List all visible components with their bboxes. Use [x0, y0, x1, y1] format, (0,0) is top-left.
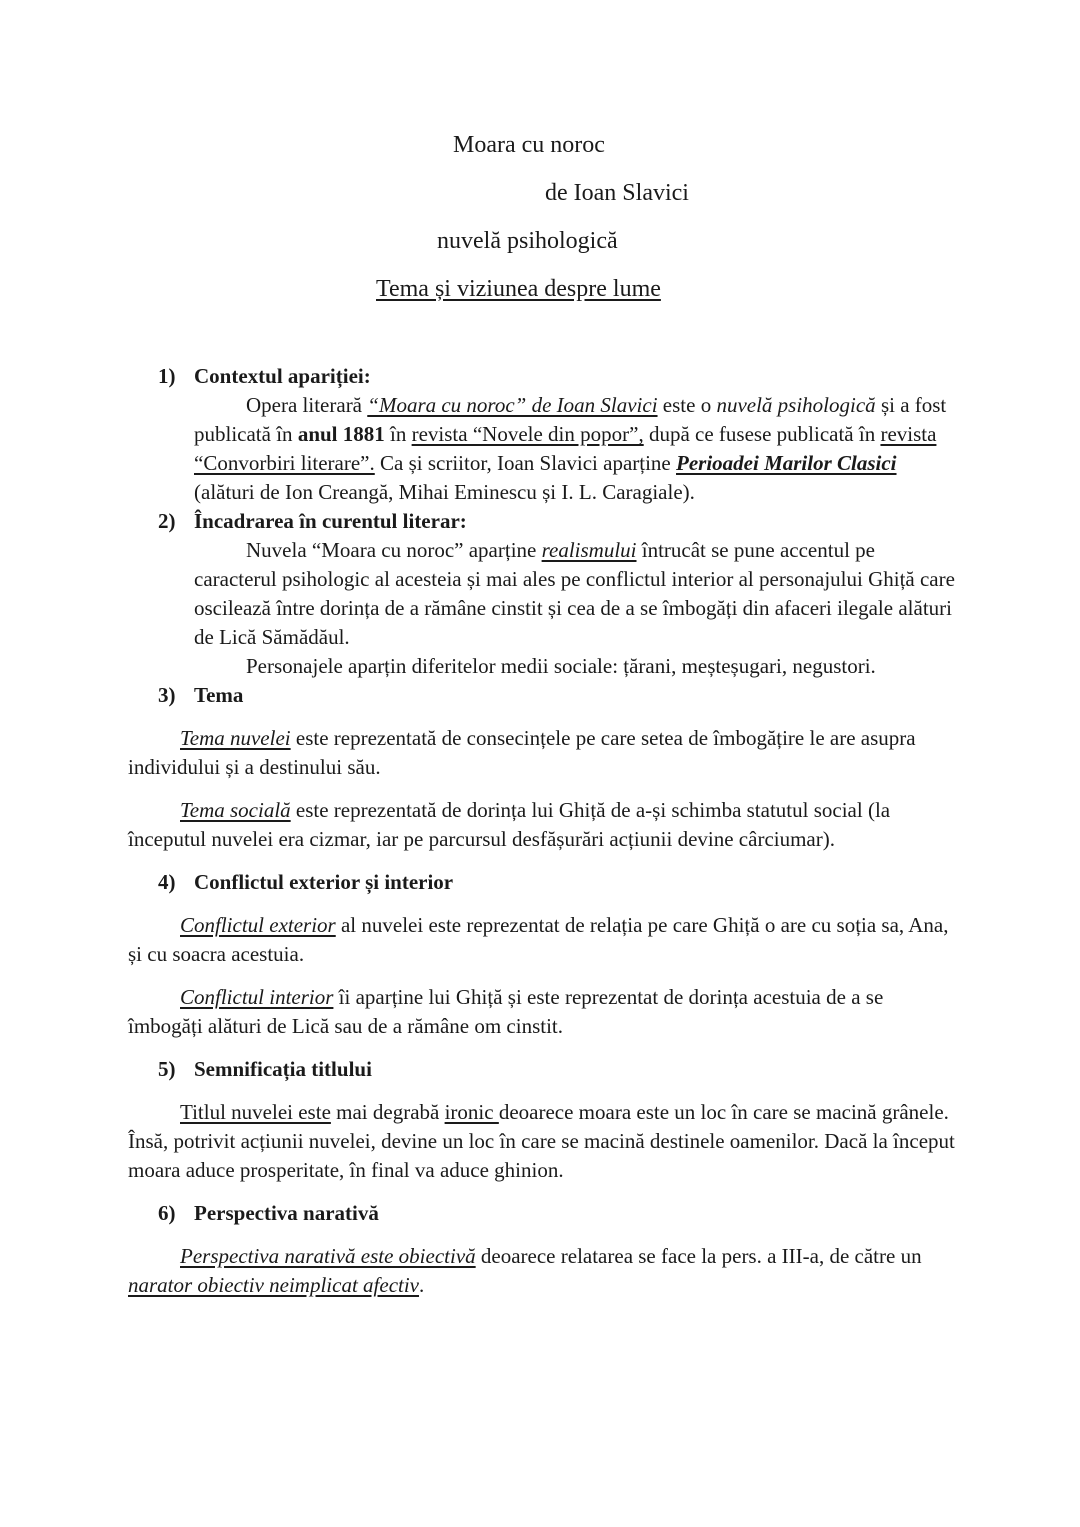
paragraph: Personajele aparțin diferitelor medii sociale: țărani, meșteșugari, negustori. — [246, 654, 876, 678]
text-underlined: revista “Novele din popor”, — [411, 422, 644, 446]
section-title: Tema — [194, 683, 244, 707]
text: . — [419, 1273, 425, 1297]
section-heading — [128, 1199, 958, 1228]
text-underlined: Conflictul interior — [180, 985, 334, 1009]
text: în — [384, 422, 412, 446]
section-number: 5) — [158, 1057, 176, 1081]
text: al nuvelei este reprezentat de relația pe care Ghiță o are cu soția sa, Ana, și cu soacra acestuia. — [128, 913, 949, 966]
paragraph — [128, 1242, 958, 1300]
section-literary-current — [128, 507, 958, 710]
text: după ce fusese publicată în — [643, 422, 881, 446]
paragraph — [128, 911, 958, 969]
section-heading — [158, 507, 958, 536]
section-title: Conflictul exterior și interior — [194, 870, 454, 894]
document-title: Moara cu noroc — [453, 132, 605, 158]
text-underlined: Tema socială — [180, 798, 291, 822]
text-emphasis: Perioadei Marilor Clasici — [676, 451, 897, 475]
text-underlined: Perspectiva narativă este obiectivă — [180, 1244, 476, 1268]
text-underlined: Conflictul exterior — [180, 913, 336, 937]
section-heading — [128, 1055, 958, 1084]
text: este reprezentată de dorința lui Ghiță de a-și schimba statutul social (la începutul nuvelei era cizmar, iar pe parcursul desfășurări acțiunii devine cârciumar). — [128, 798, 891, 851]
paragraph — [128, 796, 958, 854]
document-subtitle: Tema și viziunea despre lume — [376, 276, 661, 302]
section-heading — [158, 362, 958, 391]
section-heading — [128, 868, 958, 897]
section-heading — [158, 681, 958, 710]
section-title: Semnificația titlului — [194, 1057, 372, 1081]
text: deoarece relatarea se face la pers. a III-a, de către un — [475, 1244, 922, 1268]
section-number: 2) — [158, 509, 176, 533]
text-underlined: ironic — [444, 1100, 499, 1124]
text-underlined: “Moara cu noroc” de Ioan Slavici — [367, 393, 658, 417]
text: Opera literară — [246, 393, 368, 417]
text: îi aparține lui Ghiță și este reprezentat de dorința acestuia de a se îmbogăți alături de Lică sau de a rămâne om cinstit. — [128, 985, 884, 1038]
paragraph — [128, 1098, 958, 1185]
document-genre: nuvelă psihologică — [437, 228, 618, 254]
text: mai degrabă — [330, 1100, 445, 1124]
section-number: 6) — [158, 1201, 176, 1225]
paragraph — [194, 391, 958, 507]
text-underlined: Tema nuvelei — [180, 726, 291, 750]
section-context — [128, 362, 958, 507]
document-author: de Ioan Slavici — [545, 180, 689, 206]
text-underlined: narator obiectiv neimplicat afectiv — [128, 1273, 420, 1297]
text: este reprezentată de consecințele pe care setea de îmbogățire le are asupra individului și a destinului său. — [128, 726, 916, 779]
text-italic: nuvelă psihologică — [716, 393, 876, 417]
text: întrucât se pune accentul pe caracterul psihologic al acesteia și mai ales pe conflictul interior al personajului Ghiță care oscilează între dorința de a rămâne cinstit și cea de a se îmbogăți din afaceri ilegale alături de Lică Sămădăul. — [194, 538, 955, 649]
paragraph — [128, 724, 958, 782]
text: și a fost publicată în — [194, 393, 947, 446]
text: (alături de Ion Creangă, Mihai Eminescu și I. L. Caragiale). — [194, 480, 695, 504]
text-bold: anul 1881 — [297, 422, 385, 446]
section-number: 3) — [158, 683, 176, 707]
paragraph — [128, 983, 958, 1041]
section-title: Perspectiva narativă — [194, 1201, 379, 1225]
text: Nuvela “Moara cu noroc” aparține — [246, 538, 542, 562]
text: este o — [657, 393, 717, 417]
section-number: 4) — [158, 870, 176, 894]
text: Ca și scriitor, Ioan Slavici aparține — [374, 451, 677, 475]
document-body — [128, 362, 958, 1300]
section-number: 1) — [158, 364, 176, 388]
text-underlined: realismului — [541, 538, 637, 562]
section-title: Contextul apariției: — [194, 364, 371, 388]
text-underlined: Titlul nuvelei este — [180, 1100, 331, 1124]
section-title: Încadrarea în curentul literar: — [194, 509, 467, 533]
paragraph — [194, 536, 958, 652]
text-underlined: revista “Convorbiri literare”. — [194, 422, 937, 475]
text: deoarece moara este un loc în care se macină grânele. Însă, potrivit acțiunii nuvelei, devine un loc în care se macină destinele oamenilor. Dacă la început moara aduce prosperitate, în final va aduce ghinion. — [128, 1100, 955, 1182]
